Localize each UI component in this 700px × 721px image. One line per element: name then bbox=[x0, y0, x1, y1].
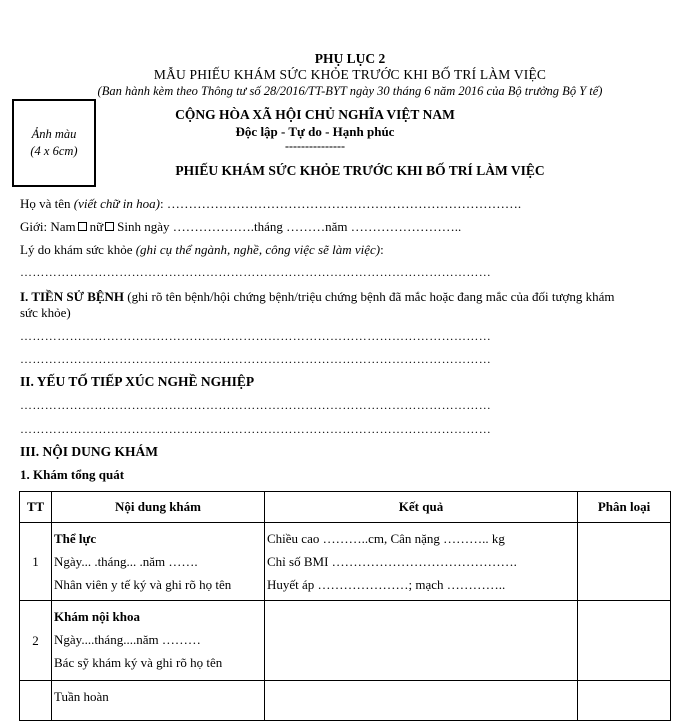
reason-hint: (ghi cụ thể ngành, nghề, công việc sẽ làm việc) bbox=[135, 242, 381, 257]
history-desc-2: sức khỏe) bbox=[20, 305, 71, 320]
table-row bbox=[20, 681, 671, 721]
height-weight-field[interactable]: Chiều cao ………..cm, Cân nặng ……….. kg bbox=[267, 531, 505, 546]
bmi-field[interactable]: Chỉ số BMI ……………………………………. bbox=[267, 554, 517, 569]
header-result: Kết quả bbox=[265, 492, 578, 523]
history-section bbox=[20, 289, 680, 321]
male-checkbox[interactable] bbox=[78, 222, 87, 231]
gender-dob-row bbox=[20, 219, 675, 235]
dob-field[interactable]: Sinh ngày ……………….tháng ………năm …………………….. bbox=[117, 219, 462, 234]
female-label: nữ bbox=[89, 219, 104, 234]
row-result[interactable] bbox=[265, 681, 578, 721]
name-label: Họ và tên bbox=[20, 196, 74, 211]
row-result[interactable] bbox=[265, 601, 578, 681]
gender-label: Giới: Nam bbox=[20, 219, 76, 234]
reason-colon: : bbox=[380, 242, 384, 257]
reason-label: Lý do khám sức khỏe bbox=[20, 242, 136, 257]
row-content bbox=[52, 523, 265, 601]
sheet-title: PHIẾU KHÁM SỨC KHỎE TRƯỚC KHI BỐ TRÍ LÀM VIỆC bbox=[175, 163, 545, 178]
row-signer: Nhân viên y tế ký và ghi rõ họ tên bbox=[54, 577, 232, 592]
history-dotline-2[interactable]: …………………………………………………………………………………………………… bbox=[20, 352, 492, 366]
photo-size: (4 x 6cm) bbox=[30, 144, 78, 158]
name-field[interactable] bbox=[20, 196, 675, 212]
separator: --------------- bbox=[285, 139, 345, 153]
header-tt: TT bbox=[20, 492, 52, 523]
female-checkbox[interactable] bbox=[105, 222, 114, 231]
general-exam-subtitle: 1. Khám tổng quát bbox=[20, 467, 125, 482]
reason-row bbox=[20, 242, 675, 258]
header-content: Nội dung khám bbox=[52, 492, 265, 523]
table-row bbox=[20, 523, 671, 601]
row-content bbox=[52, 681, 265, 721]
history-desc: (ghi rõ tên bệnh/hội chứng bệnh/triệu chứng bệnh đã mắc hoặc đang mắc của đối tượng khám bbox=[124, 289, 615, 304]
row-date[interactable]: Ngày... .tháng... .năm ……. bbox=[54, 554, 198, 569]
blood-pressure-field[interactable]: Huyết áp …………………; mạch ………….. bbox=[267, 577, 506, 592]
exposure-title: II. YẾU TỐ TIẾP XÚC NGHỀ NGHIỆP bbox=[20, 374, 255, 389]
header-classification: Phân loại bbox=[578, 492, 671, 523]
exam-title: III. NỘI DUNG KHÁM bbox=[20, 444, 159, 459]
row-number: 2 bbox=[20, 601, 52, 681]
row-title: Thể lực bbox=[54, 531, 97, 546]
row-number: 1 bbox=[20, 523, 52, 601]
row-content bbox=[52, 601, 265, 681]
photo-label: Ảnh màu bbox=[31, 127, 77, 141]
row-classification[interactable] bbox=[578, 681, 671, 721]
exam-table bbox=[19, 491, 671, 721]
history-dotline-1[interactable]: …………………………………………………………………………………………………… bbox=[20, 329, 492, 343]
row-result[interactable] bbox=[265, 523, 578, 601]
table-row bbox=[20, 601, 671, 681]
row-title: Tuần hoàn bbox=[54, 689, 109, 704]
row-signer: Bác sỹ khám ký và ghi rõ họ tên bbox=[54, 655, 223, 670]
country-name: CỘNG HÒA XÃ HỘI CHỦ NGHĨA VIỆT NAM bbox=[175, 107, 455, 122]
row-classification[interactable] bbox=[578, 601, 671, 681]
motto: Độc lập - Tự do - Hạnh phúc bbox=[235, 124, 395, 139]
row-number bbox=[20, 681, 52, 721]
form-title: MẪU PHIẾU KHÁM SỨC KHỎE TRƯỚC KHI BỐ TRÍ LÀM VIỆC bbox=[153, 67, 547, 82]
history-title: I. TIỀN SỬ BỆNH bbox=[20, 289, 125, 304]
appendix-label: PHỤ LỤC 2 bbox=[314, 51, 386, 66]
row-date[interactable]: Ngày....tháng....năm ……… bbox=[54, 632, 201, 647]
table-header-row bbox=[20, 492, 671, 523]
exposure-dotline-2[interactable]: …………………………………………………………………………………………………… bbox=[20, 422, 492, 436]
photo-box bbox=[12, 99, 96, 187]
row-title: Khám nội khoa bbox=[54, 609, 140, 624]
issued-note: (Ban hành kèm theo Thông tư số 28/2016/TT-BYT ngày 30 tháng 6 năm 2016 của Bộ trưởng Bộ Y tế) bbox=[97, 84, 603, 98]
exposure-dotline-1[interactable]: …………………………………………………………………………………………………… bbox=[20, 398, 492, 412]
name-dots: : ………………………………………………………………………. bbox=[159, 196, 522, 211]
name-hint: (viết chữ in hoa) bbox=[73, 196, 160, 211]
reason-dotline[interactable]: …………………………………………………………………………………………………… bbox=[20, 265, 492, 279]
row-classification[interactable] bbox=[578, 523, 671, 601]
